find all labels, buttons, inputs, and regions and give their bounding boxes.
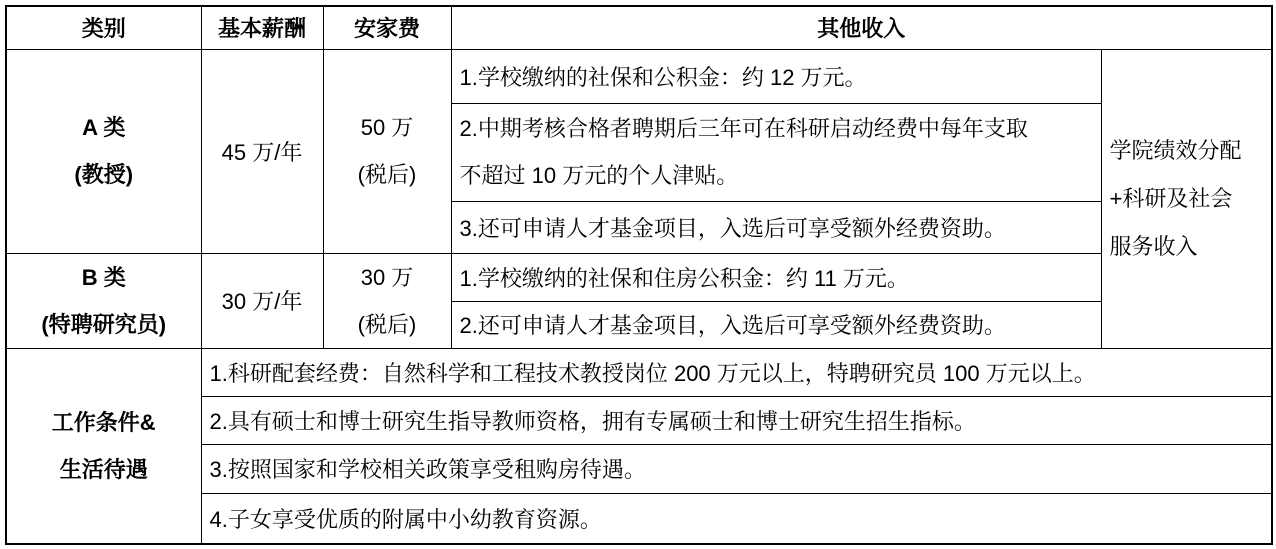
cell-b-other-income-2: 2.还可申请人才基金项目，入选后可享受额外经费资助。 [451,301,1101,348]
cell-work-conditions-item-2: 2.具有硕士和博士研究生指导教师资格，拥有专属硕士和博士研究生招生指标。 [201,396,1272,444]
compensation-table [5,5,1273,545]
cell-a-category [6,49,201,253]
cell-work-conditions-item-4: 4.子女享受优质的附属中小幼教育资源。 [201,493,1272,544]
cell-a-settling-allowance [323,49,451,253]
header-cell-category: 类别 [6,6,201,49]
row-a-detail-1 [6,49,1272,103]
work-conditions-line2: 生活待遇 [59,456,148,482]
cell-extra-income-note [1101,49,1272,348]
a-category-line2: (教授) [74,162,134,187]
cell-a-other-income-3: 3.还可申请人才基金项目，入选后可享受额外经费资助。 [451,201,1101,253]
header-cell-other-income: 其他收入 [451,6,1272,49]
cell-a-base-salary: 45 万/年 [201,49,323,253]
header-row [6,6,1272,49]
cell-b-category [6,253,201,348]
b-allowance-line2: (税后) [357,311,417,337]
cell-b-settling-allowance [323,253,451,348]
cell-work-conditions-item-3: 3.按照国家和学校相关政策享受租购房待遇。 [201,444,1272,493]
row-b-detail-1 [6,253,1272,301]
work-conditions-line1: 工作条件& [51,409,156,435]
header-cell-base-salary: 基本薪酬 [201,6,323,49]
cell-b-base-salary: 30 万/年 [201,253,323,348]
cell-b-other-income-1: 1.学校缴纳的社保和住房公积金：约 11 万元。 [451,253,1101,301]
cell-a-other-income-2 [451,103,1101,201]
extra-income-note-text: 学院绩效分配+科研及社会服务收入 [1109,137,1242,259]
row-work-conditions-1 [6,348,1272,396]
cell-a-other-income-1: 1.学校缴纳的社保和公积金：约 12 万元。 [451,49,1101,103]
a-category-line1: A 类 [82,115,126,140]
a-allowance-line2: (税后) [357,162,417,187]
b-allowance-line1: 30 万 [360,264,414,290]
cell-work-conditions-item-1: 1.科研配套经费：自然科学和工程技术教授岗位 200 万元以上，特聘研究员 100 万元以上。 [201,348,1272,396]
a-allowance-line1: 50 万 [360,115,414,140]
cell-work-conditions-category [6,348,201,544]
b-category-line2: (特聘研究员) [41,311,167,337]
b-category-line1: B 类 [81,264,126,290]
a-other-income-2-text: 2.中期考核合格者聘期后三年可在科研启动经费中每年支取不超过 10 万元的个人津贴。 [459,116,1028,188]
header-cell-settling-allowance: 安家费 [323,6,451,49]
